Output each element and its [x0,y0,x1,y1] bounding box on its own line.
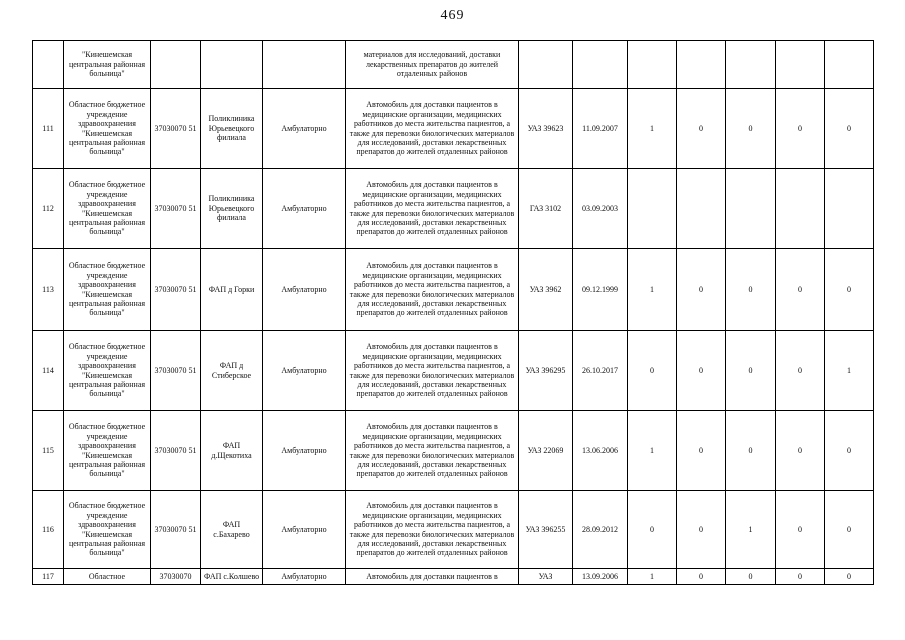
cell-vehicle-model: УАЗ 22069 [519,411,573,491]
cell-row-number: 116 [33,491,64,569]
cell-value-col-5: 0 [825,89,874,169]
cell-value-col-1: 0 [628,491,677,569]
cell-vehicle-purpose: Автомобиль для доставки пациентов в медицинские организации, медицинских работников до места жительства пациентов, а также для перевозки биологических материалов для исследований, доставки лекарственных препаратов до жителей отдаленных районов [346,411,519,491]
cell-value-col-1: 1 [628,89,677,169]
cell-care-type: Амбулаторно [263,491,346,569]
cell-value-col-5: 1 [825,331,874,411]
cell-value-col-4: 0 [776,89,825,169]
cell-value-col-3: 0 [726,249,776,331]
cell-registration-date: 11.09.2007 [573,89,628,169]
table-row [33,249,874,331]
cell-okato-code: 37030070 51 [151,89,201,169]
cell-row-number: 115 [33,411,64,491]
cell-value-col-4: 0 [776,331,825,411]
cell-row-number [33,41,64,89]
cell-value-col-2 [677,169,726,249]
cell-care-type: Амбулаторно [263,331,346,411]
cell-value-col-2: 0 [677,411,726,491]
cell-row-number: 117 [33,569,64,585]
cell-facility-name: ФАП с.Колшево [201,569,263,585]
cell-registration-date: 28.09.2012 [573,491,628,569]
table-row [33,411,874,491]
cell-care-type: Амбулаторно [263,89,346,169]
cell-vehicle-model: УАЗ 39623 [519,89,573,169]
cell-care-type: Амбулаторно [263,569,346,585]
cell-okato-code: 37030070 51 [151,491,201,569]
cell-value-col-4: 0 [776,249,825,331]
cell-facility-name [201,41,263,89]
cell-okato-code: 37030070 51 [151,169,201,249]
page-number: 469 [440,8,465,23]
vehicles-table [32,40,874,585]
cell-organization-name: Областное бюджетное учреждение здравоохранения "Кинешемская центральная районная больница" [64,89,151,169]
cell-care-type: Амбулаторно [263,169,346,249]
table-row [33,491,874,569]
cell-vehicle-model: УАЗ 396255 [519,491,573,569]
cell-okato-code [151,41,201,89]
cell-value-col-3: 0 [726,411,776,491]
cell-organization-name: Областное бюджетное учреждение здравоохранения "Кинешемская центральная районная больница" [64,249,151,331]
cell-vehicle-purpose: Автомобиль для доставки пациентов в медицинские организации, медицинских работников до места жительства пациентов, а также для перевозки биологических материалов для исследований, доставки лекарственных препаратов до жителей отдаленных районов [346,89,519,169]
cell-vehicle-model: УАЗ [519,569,573,585]
cell-facility-name: ФАП с.Бахарево [201,491,263,569]
cell-facility-name: ФАП д Стиберское [201,331,263,411]
cell-care-type [263,41,346,89]
cell-care-type: Амбулаторно [263,411,346,491]
cell-value-col-1: 1 [628,569,677,585]
table-row [33,89,874,169]
cell-vehicle-purpose: Автомобиль для доставки пациентов в медицинские организации, медицинских работников до места жительства пациентов, а также для перевозки биологических материалов для исследований, доставки лекарственных препаратов до жителей отдаленных районов [346,249,519,331]
cell-vehicle-purpose: Автомобиль для доставки пациентов в медицинские организации, медицинских работников до места жительства пациентов, а также для перевозки биологических материалов для исследований, доставки лекарственных препаратов до жителей отдаленных районов [346,169,519,249]
cell-value-col-5 [825,169,874,249]
cell-vehicle-model: УАЗ 3962 [519,249,573,331]
table-row [33,169,874,249]
cell-facility-name: Поликлиника Юрьевецкого филиала [201,89,263,169]
cell-registration-date: 09.12.1999 [573,249,628,331]
cell-care-type: Амбулаторно [263,249,346,331]
cell-value-col-4 [776,169,825,249]
cell-registration-date: 03.09.2003 [573,169,628,249]
cell-value-col-3: 0 [726,569,776,585]
cell-organization-name: Областное бюджетное учреждение здравоохранения "Кинешемская центральная районная больница" [64,411,151,491]
cell-value-col-4: 0 [776,491,825,569]
cell-okato-code: 37030070 [151,569,201,585]
cell-okato-code: 37030070 51 [151,331,201,411]
cell-value-col-2: 0 [677,569,726,585]
cell-value-col-2: 0 [677,491,726,569]
cell-value-col-5: 0 [825,491,874,569]
cell-organization-name: Областное [64,569,151,585]
cell-value-col-3: 1 [726,491,776,569]
cell-registration-date [573,41,628,89]
cell-registration-date: 26.10.2017 [573,331,628,411]
cell-organization-name: Областное бюджетное учреждение здравоохранения "Кинешемская центральная районная больница" [64,331,151,411]
cell-vehicle-model [519,41,573,89]
cell-vehicle-purpose: Автомобиль для доставки пациентов в медицинские организации, медицинских работников до места жительства пациентов, а также для перевозки биологических материалов для исследований, доставки лекарственных препаратов до жителей отдаленных районов [346,491,519,569]
cell-value-col-1: 1 [628,249,677,331]
cell-registration-date: 13.06.2006 [573,411,628,491]
cell-value-col-4: 0 [776,569,825,585]
cell-organization-name: "Кинешемская центральная районная больница" [64,41,151,89]
cell-value-col-4 [776,41,825,89]
cell-value-col-5: 0 [825,411,874,491]
cell-vehicle-purpose: Автомобиль для доставки пациентов в [346,569,519,585]
cell-value-col-3 [726,169,776,249]
cell-vehicle-purpose: Автомобиль для доставки пациентов в медицинские организации, медицинских работников до места жительства пациентов, а также для перевозки биологических материалов для исследований, доставки лекарственных препаратов до жителей отдаленных районов [346,331,519,411]
cell-value-col-2 [677,41,726,89]
cell-okato-code: 37030070 51 [151,411,201,491]
cell-value-col-1 [628,41,677,89]
cell-organization-name: Областное бюджетное учреждение здравоохранения "Кинешемская центральная районная больница" [64,169,151,249]
cell-row-number: 111 [33,89,64,169]
cell-value-col-5: 0 [825,569,874,585]
cell-facility-name: Поликлиника Юрьевецкого филиала [201,169,263,249]
cell-registration-date: 13.09.2006 [573,569,628,585]
cell-value-col-1 [628,169,677,249]
cell-value-col-2: 0 [677,249,726,331]
cell-organization-name: Областное бюджетное учреждение здравоохранения "Кинешемская центральная районная больница" [64,491,151,569]
cell-value-col-5 [825,41,874,89]
cell-vehicle-model: УАЗ 396295 [519,331,573,411]
vehicle-table-body [33,41,874,585]
cell-row-number: 114 [33,331,64,411]
table-row [33,41,874,89]
table-row [33,569,874,585]
cell-value-col-1: 1 [628,411,677,491]
cell-vehicle-purpose: материалов для исследований, доставки лекарственных препаратов до жителей отдаленных районов [346,41,519,89]
cell-value-col-1: 0 [628,331,677,411]
cell-value-col-4: 0 [776,411,825,491]
cell-facility-name: ФАП д Горки [201,249,263,331]
cell-vehicle-model: ГАЗ 3102 [519,169,573,249]
cell-okato-code: 37030070 51 [151,249,201,331]
cell-row-number: 112 [33,169,64,249]
cell-value-col-3: 0 [726,89,776,169]
cell-row-number: 113 [33,249,64,331]
cell-facility-name: ФАП д.Щекотиха [201,411,263,491]
cell-value-col-3 [726,41,776,89]
cell-value-col-3: 0 [726,331,776,411]
cell-value-col-5: 0 [825,249,874,331]
table-row [33,331,874,411]
cell-value-col-2: 0 [677,331,726,411]
cell-value-col-2: 0 [677,89,726,169]
